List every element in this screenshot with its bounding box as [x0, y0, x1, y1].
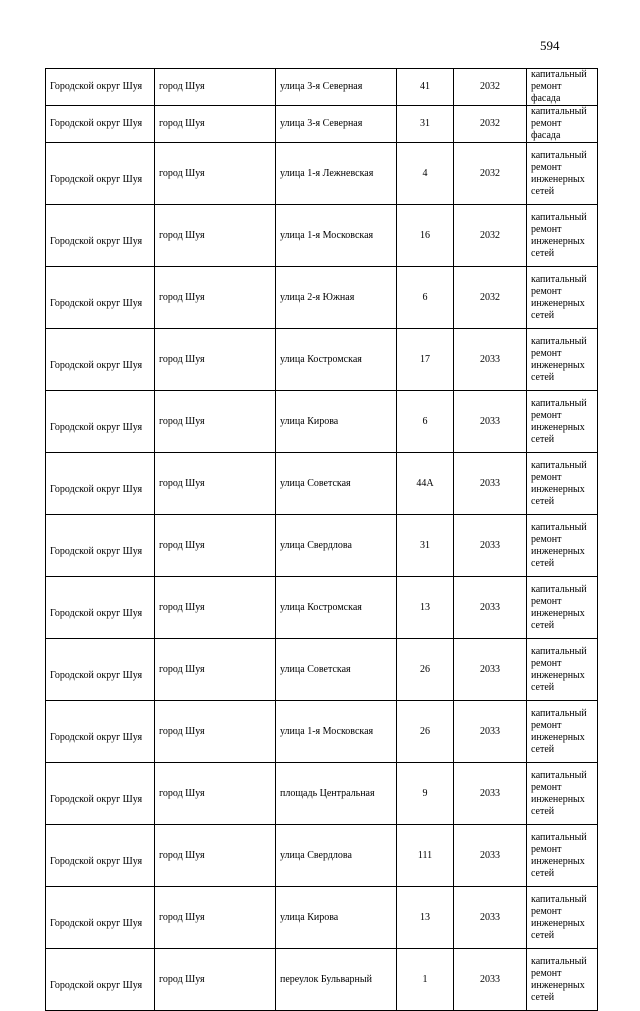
- cell-street: улица 1-я Лежневская: [276, 143, 397, 205]
- cell-gorod: город Шуя: [155, 205, 276, 267]
- table-row: [46, 205, 598, 267]
- cell-house: 13: [397, 887, 454, 949]
- cell-year: 2033: [454, 825, 527, 887]
- cell-house: 26: [397, 701, 454, 763]
- cell-street: улица 3-я Северная: [276, 69, 397, 106]
- cell-gorod: город Шуя: [155, 329, 276, 391]
- cell-okrug: Городской округ Шуя: [46, 763, 155, 825]
- cell-work-type: капитальный ремонт инженерных сетей: [527, 515, 598, 577]
- cell-gorod: город Шуя: [155, 949, 276, 1011]
- cell-okrug: Городской округ Шуя: [46, 577, 155, 639]
- cell-house: 9: [397, 763, 454, 825]
- cell-street: площадь Центральная: [276, 763, 397, 825]
- cell-okrug: Городской округ Шуя: [46, 887, 155, 949]
- cell-gorod: город Шуя: [155, 69, 276, 106]
- table-body: [46, 69, 598, 1011]
- table-row: [46, 267, 598, 329]
- page-number: 594: [540, 38, 560, 53]
- cell-year: 2033: [454, 639, 527, 701]
- cell-house: 44А: [397, 453, 454, 515]
- cell-year: 2033: [454, 949, 527, 1011]
- cell-work-type: капитальный ремонт инженерных сетей: [527, 949, 598, 1011]
- cell-gorod: город Шуя: [155, 763, 276, 825]
- cell-house: 6: [397, 391, 454, 453]
- table-row: [46, 763, 598, 825]
- cell-street: переулок Бульварный: [276, 949, 397, 1011]
- cell-year: 2033: [454, 577, 527, 639]
- cell-okrug: Городской округ Шуя: [46, 949, 155, 1011]
- cell-street: улица Кирова: [276, 887, 397, 949]
- cell-work-type: капитальный ремонт инженерных сетей: [527, 143, 598, 205]
- cell-street: улица Свердлова: [276, 825, 397, 887]
- cell-gorod: город Шуя: [155, 825, 276, 887]
- cell-work-type: капитальный ремонт инженерных сетей: [527, 267, 598, 329]
- cell-year: 2033: [454, 701, 527, 763]
- cell-year: 2033: [454, 515, 527, 577]
- cell-street: улица Костромская: [276, 577, 397, 639]
- cell-house: 1: [397, 949, 454, 1011]
- cell-work-type: капитальный ремонт инженерных сетей: [527, 701, 598, 763]
- cell-gorod: город Шуя: [155, 453, 276, 515]
- table-row: [46, 577, 598, 639]
- table-row: [46, 949, 598, 1011]
- cell-street: улица Советская: [276, 453, 397, 515]
- cell-gorod: город Шуя: [155, 515, 276, 577]
- cell-okrug: Городской округ Шуя: [46, 639, 155, 701]
- cell-work-type: капитальный ремонт инженерных сетей: [527, 391, 598, 453]
- cell-street: улица 1-я Московская: [276, 205, 397, 267]
- cell-street: улица Свердлова: [276, 515, 397, 577]
- cell-gorod: город Шуя: [155, 106, 276, 143]
- cell-house: 17: [397, 329, 454, 391]
- cell-okrug: Городской округ Шуя: [46, 453, 155, 515]
- cell-house: 26: [397, 639, 454, 701]
- cell-okrug: Городской округ Шуя: [46, 69, 155, 106]
- cell-house: 31: [397, 106, 454, 143]
- table-row: [46, 106, 598, 143]
- cell-gorod: город Шуя: [155, 639, 276, 701]
- cell-work-type: капитальный ремонт инженерных сетей: [527, 205, 598, 267]
- cell-work-type: капитальный ремонт инженерных сетей: [527, 763, 598, 825]
- cell-house: 4: [397, 143, 454, 205]
- cell-house: 6: [397, 267, 454, 329]
- cell-year: 2033: [454, 887, 527, 949]
- cell-street: улица 3-я Северная: [276, 106, 397, 143]
- cell-okrug: Городской округ Шуя: [46, 267, 155, 329]
- cell-okrug: Городской округ Шуя: [46, 205, 155, 267]
- table-row: [46, 69, 598, 106]
- cell-house: 31: [397, 515, 454, 577]
- cell-okrug: Городской округ Шуя: [46, 143, 155, 205]
- cell-house: 111: [397, 825, 454, 887]
- cell-gorod: город Шуя: [155, 577, 276, 639]
- cell-year: 2033: [454, 329, 527, 391]
- cell-street: улица Советская: [276, 639, 397, 701]
- table-row: [46, 701, 598, 763]
- cell-year: 2032: [454, 205, 527, 267]
- cell-work-type: капитальный ремонт инженерных сетей: [527, 825, 598, 887]
- cell-work-type: капитальный ремонт инженерных сетей: [527, 453, 598, 515]
- table-row: [46, 887, 598, 949]
- cell-gorod: город Шуя: [155, 887, 276, 949]
- table-row: [46, 825, 598, 887]
- cell-year: 2033: [454, 391, 527, 453]
- cell-street: улица 1-я Московская: [276, 701, 397, 763]
- cell-year: 2033: [454, 453, 527, 515]
- cell-gorod: город Шуя: [155, 391, 276, 453]
- cell-year: 2033: [454, 763, 527, 825]
- cell-okrug: Городской округ Шуя: [46, 329, 155, 391]
- table-row: [46, 515, 598, 577]
- cell-year: 2032: [454, 267, 527, 329]
- table-row: [46, 453, 598, 515]
- repair-schedule-table: [45, 68, 598, 1011]
- table-row: [46, 391, 598, 453]
- cell-year: 2032: [454, 106, 527, 143]
- cell-work-type: капитальный ремонт инженерных сетей: [527, 639, 598, 701]
- cell-okrug: Городской округ Шуя: [46, 391, 155, 453]
- cell-house: 16: [397, 205, 454, 267]
- cell-gorod: город Шуя: [155, 701, 276, 763]
- cell-house: 13: [397, 577, 454, 639]
- cell-gorod: город Шуя: [155, 143, 276, 205]
- cell-work-type: капитальный ремонт инженерных сетей: [527, 887, 598, 949]
- cell-okrug: Городской округ Шуя: [46, 701, 155, 763]
- cell-gorod: город Шуя: [155, 267, 276, 329]
- cell-work-type: капитальный ремонт фасада: [527, 106, 598, 143]
- table-row: [46, 143, 598, 205]
- cell-okrug: Городской округ Шуя: [46, 515, 155, 577]
- cell-house: 41: [397, 69, 454, 106]
- cell-work-type: капитальный ремонт инженерных сетей: [527, 329, 598, 391]
- table-row: [46, 639, 598, 701]
- cell-street: улица Кирова: [276, 391, 397, 453]
- cell-year: 2032: [454, 69, 527, 106]
- table-row: [46, 329, 598, 391]
- cell-okrug: Городской округ Шуя: [46, 825, 155, 887]
- cell-street: улица Костромская: [276, 329, 397, 391]
- cell-okrug: Городской округ Шуя: [46, 106, 155, 143]
- cell-work-type: капитальный ремонт фасада: [527, 69, 598, 106]
- cell-year: 2032: [454, 143, 527, 205]
- cell-street: улица 2-я Южная: [276, 267, 397, 329]
- cell-work-type: капитальный ремонт инженерных сетей: [527, 577, 598, 639]
